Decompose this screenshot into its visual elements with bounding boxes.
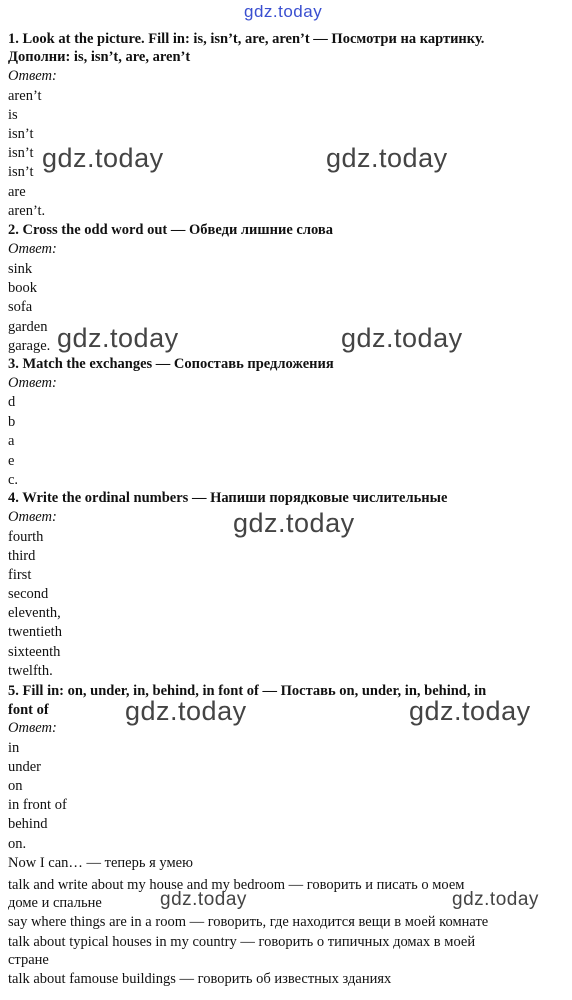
ex3-answer: a — [8, 433, 15, 449]
now-i-can-line: стране — [8, 952, 49, 968]
watermark: gdz.today — [42, 143, 164, 173]
ex3-title: 3. Match the exchanges — Сопоставь предложения — [8, 356, 334, 372]
ex4-answer: first — [8, 567, 32, 583]
ex5-title-line2: font of — [8, 702, 49, 718]
watermark: gdz.today — [409, 696, 531, 726]
ex3-answer: c. — [8, 472, 19, 488]
now-i-can-title: Now I can… — теперь я умею — [8, 855, 193, 871]
now-i-can-line: say where things are in a room — говорить, где находится вещи в моей комнате — [8, 914, 489, 930]
ex1-answer-label: Ответ: — [8, 68, 57, 84]
ex4-answer: second — [8, 586, 49, 602]
ex5-answer: behind — [8, 816, 48, 832]
ex2-answer: garage. — [8, 338, 51, 354]
ex2-answer: book — [8, 280, 37, 296]
ex1-answer: is — [8, 107, 18, 123]
ex1-answer: isn’t — [8, 164, 34, 180]
ex5-answer: under — [8, 759, 42, 775]
ex1-answer: isn’t — [8, 126, 34, 142]
ex3-answer: e — [8, 453, 15, 469]
watermark: gdz.today — [341, 323, 463, 353]
ex4-title: 4. Write the ordinal numbers — Напиши порядковые числительные — [8, 490, 448, 506]
ex4-answer-label: Ответ: — [8, 509, 57, 525]
watermark: gdz.today — [57, 323, 179, 353]
ex3-answer: d — [8, 394, 16, 410]
watermark: gdz.today — [125, 696, 247, 726]
ex1-title-line1: 1. Look at the picture. Fill in: is, isn’t, are, aren’t — Посмотри на картинку. — [8, 31, 485, 47]
now-i-can-line: talk and write about my house and my bedroom — говорить и писать о моем — [8, 877, 465, 893]
ex5-title-line1: 5. Fill in: on, under, in, behind, in font of — Поставь on, under, in, behind, in — [8, 683, 487, 699]
ex2-answer: sink — [8, 261, 33, 277]
ex4-answer: fourth — [8, 529, 44, 545]
ex4-answer: sixteenth — [8, 644, 61, 660]
ex3-answer: b — [8, 414, 16, 430]
watermark: gdz.today — [326, 143, 448, 173]
ex4-answer: eleventh, — [8, 605, 61, 621]
ex2-answer: garden — [8, 319, 48, 335]
ex2-title: 2. Cross the odd word out — Обведи лишние слова — [8, 222, 333, 238]
ex4-answer: twelfth. — [8, 663, 53, 679]
ex5-answer: in front of — [8, 797, 67, 813]
ex5-answer-label: Ответ: — [8, 720, 57, 736]
now-i-can-line: доме и спальне — [8, 895, 102, 911]
ex5-answer: in — [8, 740, 20, 756]
ex3-answer-label: Ответ: — [8, 375, 57, 391]
ex5-answer: on. — [8, 836, 27, 852]
watermark: gdz.today — [160, 889, 247, 910]
watermark: gdz.today — [233, 508, 355, 538]
ex2-answer-label: Ответ: — [8, 241, 57, 257]
ex4-answer: twentieth — [8, 624, 62, 640]
now-i-can-line: talk about famouse buildings — говорить об известных зданиях — [8, 971, 392, 987]
watermark-top: gdz.today — [244, 2, 323, 21]
ex2-answer: sofa — [8, 299, 33, 315]
ex1-title-line2: Дополни: is, isn’t, are, aren’t — [8, 49, 191, 65]
ex1-answer: isn’t — [8, 145, 34, 161]
ex1-answer: aren’t. — [8, 203, 46, 219]
watermark: gdz.today — [452, 889, 539, 910]
ex1-answer: are — [8, 184, 26, 200]
ex4-answer: third — [8, 548, 36, 564]
ex5-answer: on — [8, 778, 23, 794]
ex1-answer: aren’t — [8, 88, 42, 104]
now-i-can-line: talk about typical houses in my country — говорить о типичных домах в моей — [8, 934, 476, 950]
